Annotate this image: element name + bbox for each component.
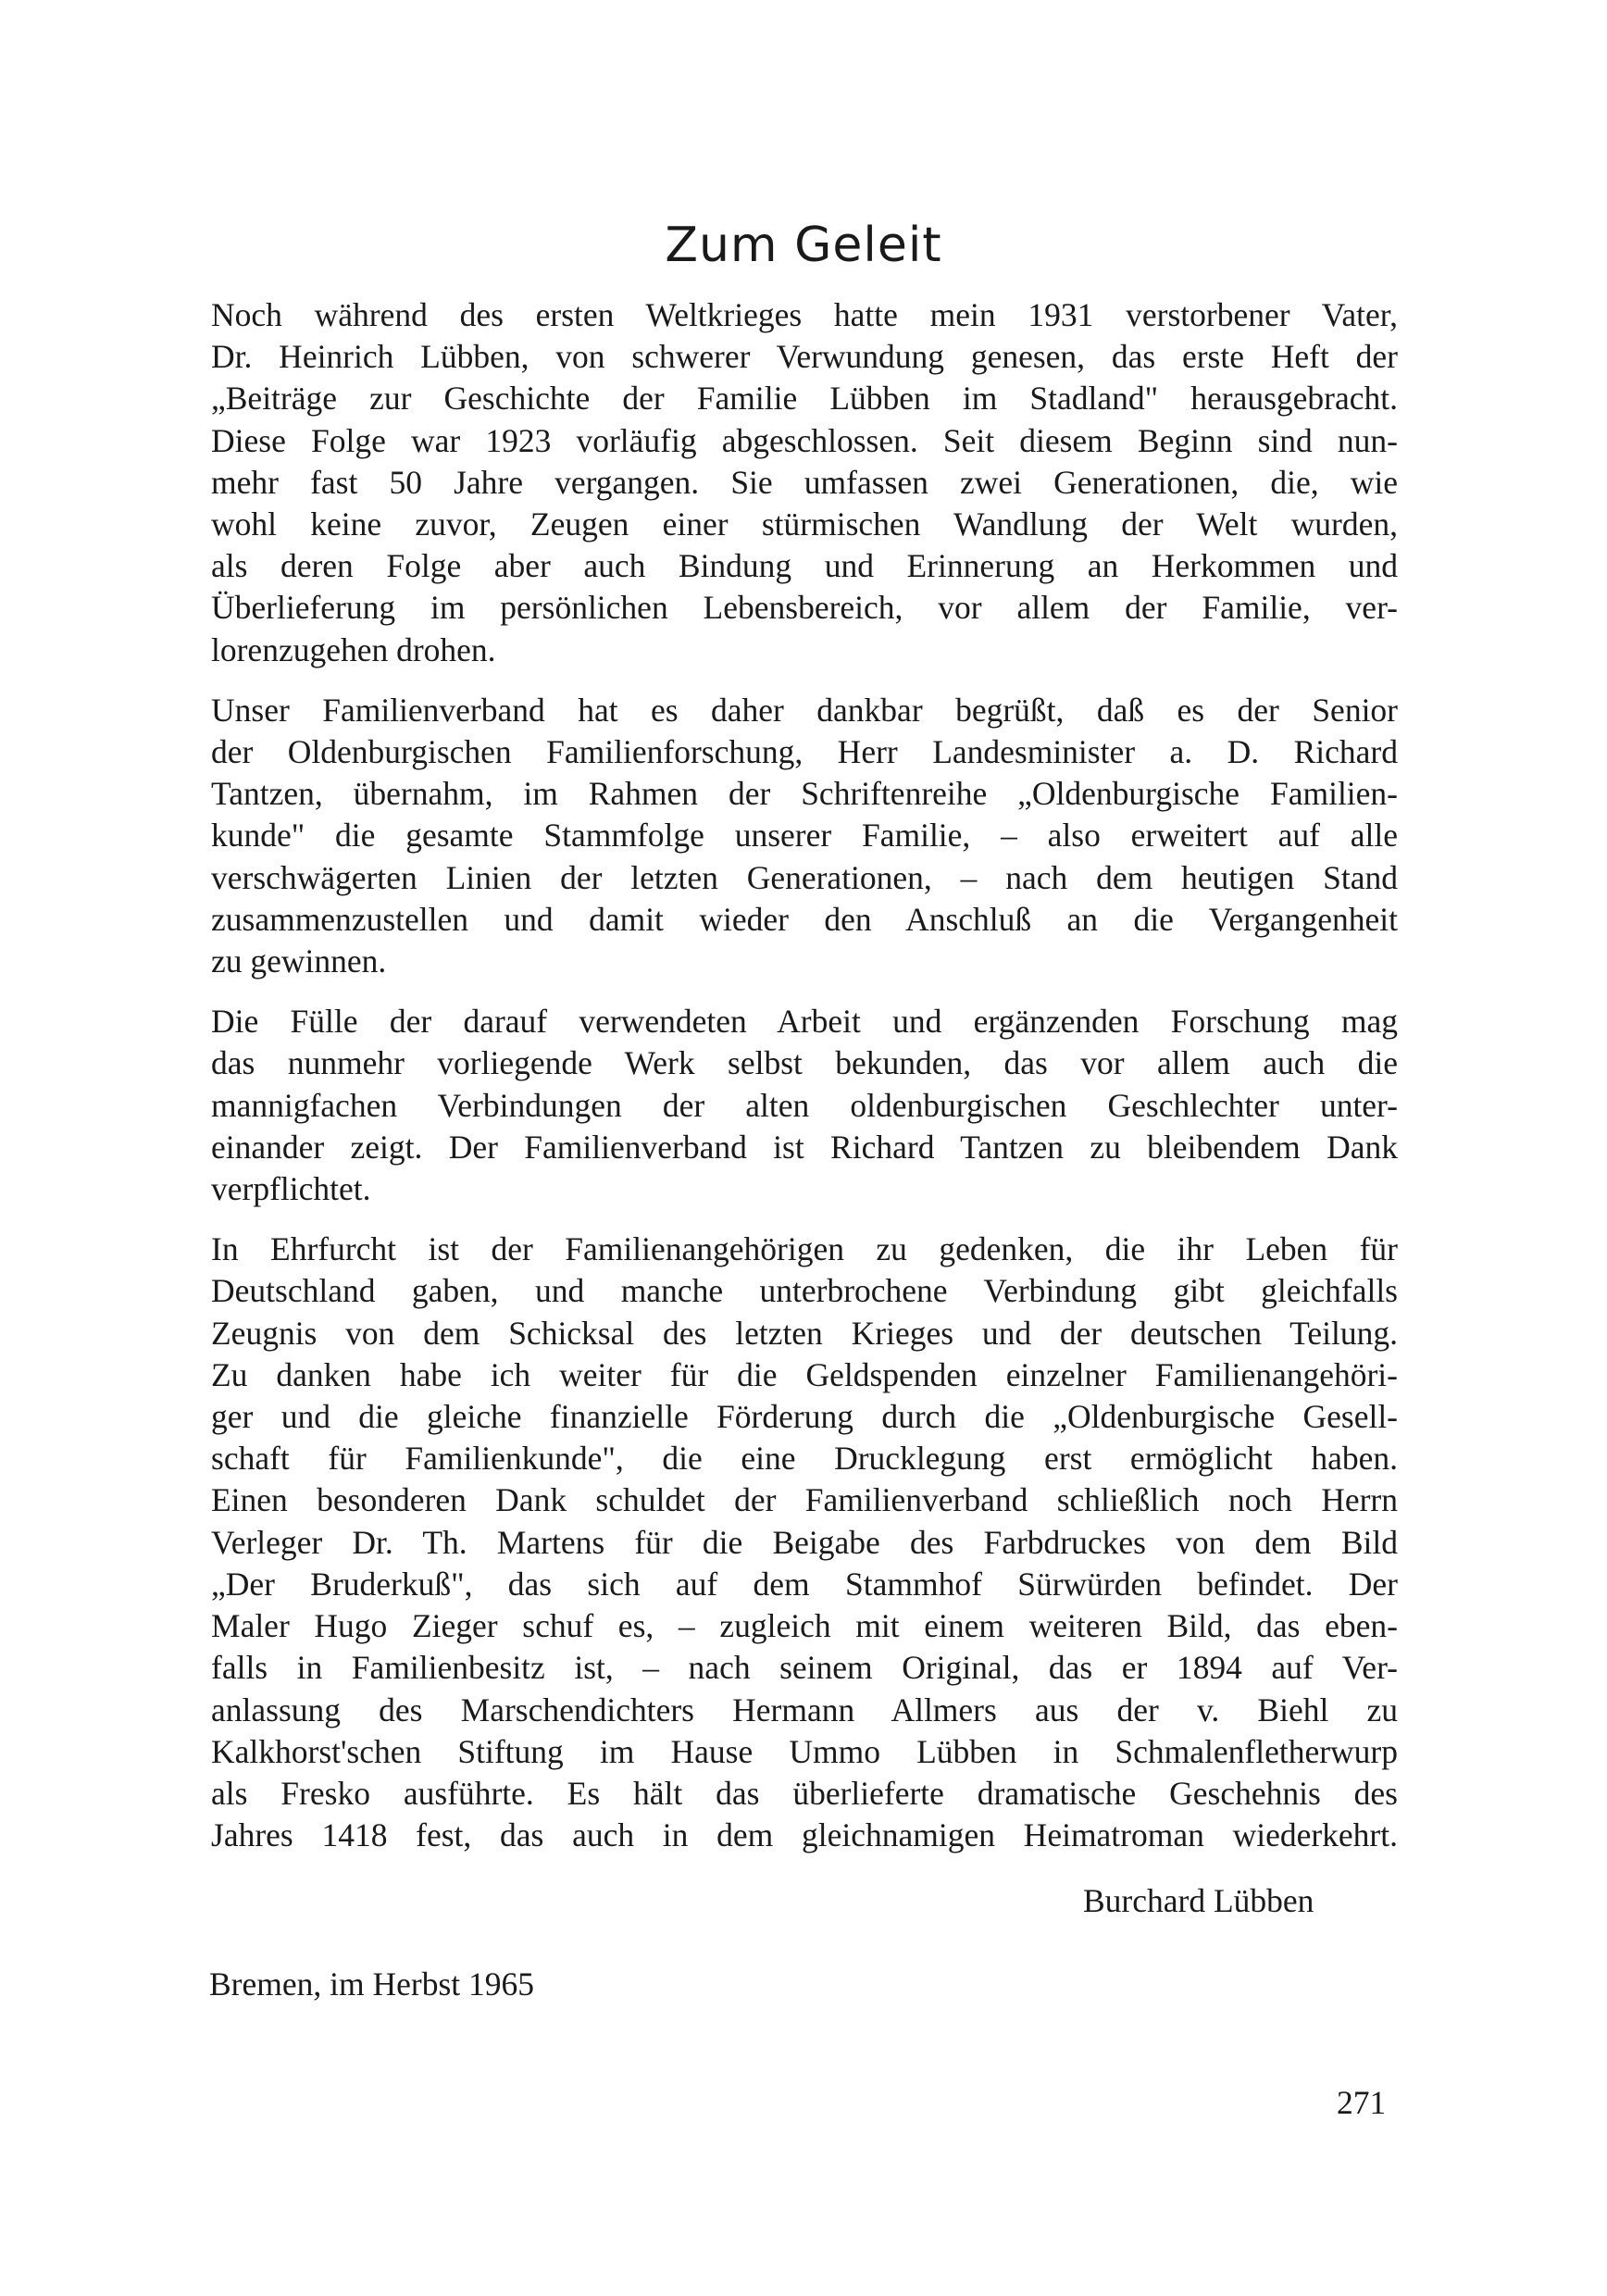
text-line: anlassung des Marschendichters Hermann Allmers aus der v. Biehl zu bbox=[211, 1691, 1398, 1728]
text-line: Noch während des ersten Weltkrieges hatte mein 1931 verstorbener Vater, bbox=[211, 296, 1398, 333]
text-line: Zeugnis von dem Schicksal des letzten Krieges und der deutschen Teilung. bbox=[211, 1314, 1398, 1352]
text-line: Dr. Heinrich Lübben, von schwerer Verwundung genesen, das erste Heft der bbox=[211, 338, 1398, 376]
paragraph bbox=[211, 690, 1398, 982]
text-line: Jahres 1418 fest, das auch in dem gleichnamigen Heimatroman wiederkehrt. bbox=[211, 1816, 1398, 1854]
text-line: Zu danken habe ich weiter für die Geldspenden einzelner Familienangehöri- bbox=[211, 1355, 1398, 1393]
text-line: Kalkhorst'schen Stiftung im Hause Ummo Lübben in Schmalenfletherwurp bbox=[211, 1732, 1398, 1770]
text-line: einander zeigt. Der Familienverband ist Richard Tantzen zu bleibendem Dank bbox=[211, 1128, 1398, 1166]
text-line: Einen besonderen Dank schuldet der Familienverband schließlich noch Herrn bbox=[211, 1481, 1398, 1519]
text-line: der Oldenburgischen Familienforschung, Herr Landesminister a. D. Richard bbox=[211, 733, 1398, 771]
text-line: Diese Folge war 1923 vorläufig abgeschlossen. Seit diesem Beginn sind nun- bbox=[211, 421, 1398, 459]
text-line: Deutschland gaben, und manche unterbrochene Verbindung gibt gleichfalls bbox=[211, 1272, 1398, 1310]
text-line: Tantzen, übernahm, im Rahmen der Schriftenreihe „Oldenburgische Familien- bbox=[211, 775, 1398, 813]
text-line: Maler Hugo Zieger schuf es, – zugleich mit einem weiteren Bild, das eben- bbox=[211, 1607, 1398, 1645]
paragraph bbox=[211, 1001, 1398, 1210]
text-line: Überlieferung im persönlichen Lebensbereich, vor allem der Familie, ver- bbox=[211, 589, 1398, 627]
text-line: schaft für Familienkunde", die eine Drucklegung erst ermöglicht haben. bbox=[211, 1440, 1398, 1478]
author-signature: Burchard Lübben bbox=[1083, 1882, 1314, 1919]
text-line: In Ehrfurcht ist der Familienangehörigen zu gedenken, die ihr Leben für bbox=[211, 1230, 1398, 1268]
text-line: Verleger Dr. Th. Martens für die Beigabe des Farbdruckes von dem Bild bbox=[211, 1523, 1398, 1561]
text-line: wohl keine zuvor, Zeugen einer stürmischen Wandlung der Welt wurden, bbox=[211, 505, 1398, 543]
text-line: mannigfachen Verbindungen der alten oldenburgischen Geschlechter unter- bbox=[211, 1086, 1398, 1124]
text-line: verschwägerten Linien der letzten Generationen, – nach dem heutigen Stand bbox=[211, 858, 1398, 896]
text-line: „Beiträge zur Geschichte der Familie Lübben im Stadland" herausgebracht. bbox=[211, 380, 1398, 418]
text-line: zusammenzustellen und damit wieder den Anschluß an die Vergangenheit bbox=[211, 900, 1398, 938]
body-text bbox=[211, 294, 1398, 1875]
place-and-date: Bremen, im Herbst 1965 bbox=[209, 1965, 534, 2003]
text-line: Unser Familienverband hat es daher dankbar begrüßt, daß es der Senior bbox=[211, 691, 1398, 729]
text-line: „Der Bruderkuß", das sich auf dem Stammhof Sürwürden befindet. Der bbox=[211, 1565, 1398, 1603]
page-number: 271 bbox=[1337, 2084, 1387, 2121]
text-line: falls in Familienbesitz ist, – nach seinem Original, das er 1894 auf Ver- bbox=[211, 1649, 1398, 1687]
paragraph bbox=[211, 294, 1398, 671]
text-line: als Fresko ausführte. Es hält das überlieferte dramatische Geschehnis des bbox=[211, 1774, 1398, 1812]
text-line: das nunmehr vorliegende Werk selbst bekunden, das vor allem auch die bbox=[211, 1044, 1398, 1082]
text-line: lorenzugehen drohen. bbox=[211, 630, 496, 668]
page-title: Zum Geleit bbox=[665, 217, 942, 273]
text-line: zu gewinnen. bbox=[211, 942, 387, 980]
text-line: als deren Folge aber auch Bindung und Erinnerung an Herkommen und bbox=[211, 547, 1398, 585]
text-line: verpflichtet. bbox=[211, 1170, 371, 1208]
paragraph bbox=[211, 1229, 1398, 1856]
text-line: ger und die gleiche finanzielle Förderung durch die „Oldenburgische Gesell- bbox=[211, 1398, 1398, 1436]
text-line: mehr fast 50 Jahre vergangen. Sie umfassen zwei Generationen, die, wie bbox=[211, 463, 1398, 501]
text-line: Die Fülle der darauf verwendeten Arbeit und ergänzenden Forschung mag bbox=[211, 1003, 1398, 1041]
text-line: kunde" die gesamte Stammfolge unserer Familie, – also erweitert auf alle bbox=[211, 817, 1398, 855]
